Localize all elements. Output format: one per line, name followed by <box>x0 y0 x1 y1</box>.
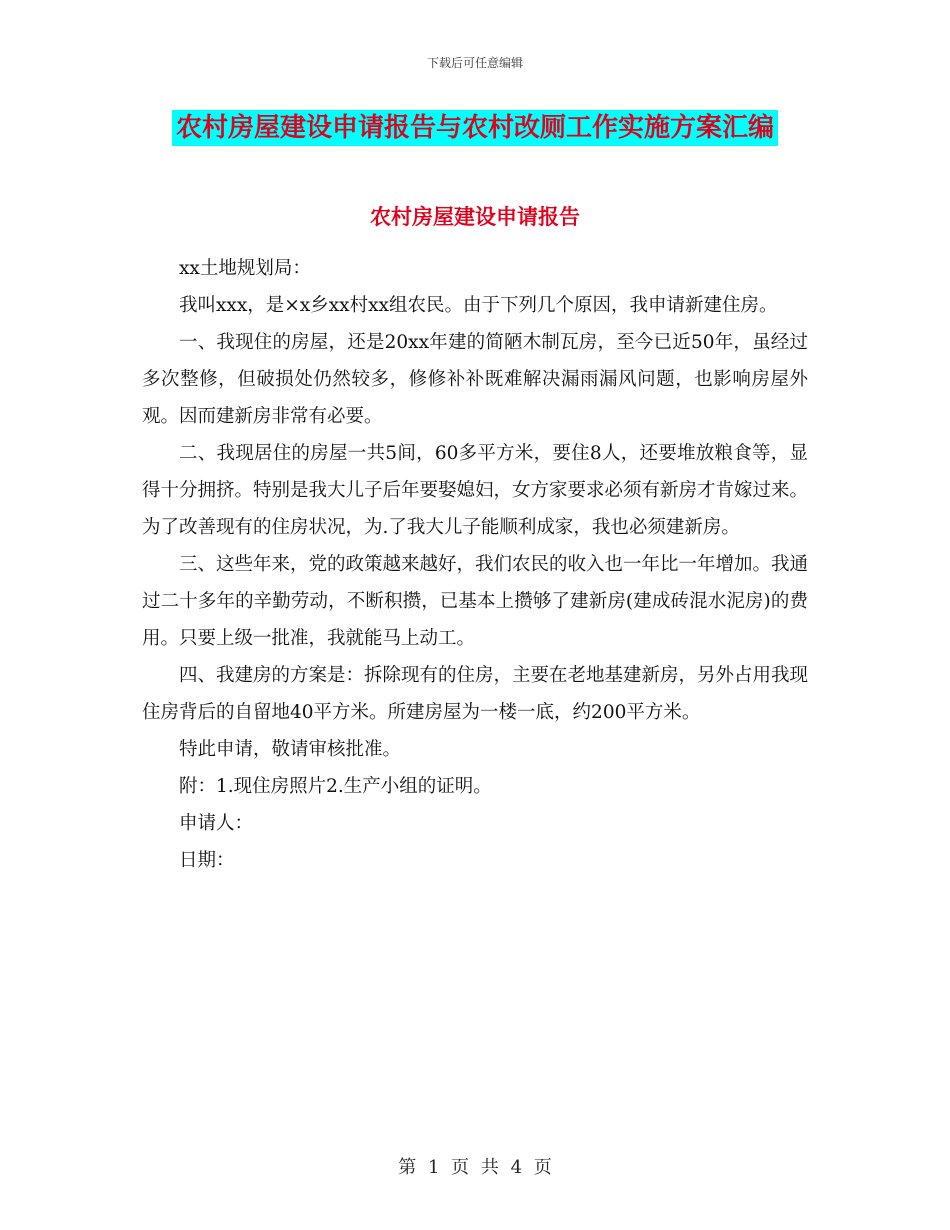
header-note: 下载后可任意编辑 <box>426 56 523 70</box>
request-closing: 特此申请，敬请审核批准。 <box>179 739 402 760</box>
applicant-line: 申请人： <box>179 813 254 834</box>
date-line: 日期： <box>179 850 235 871</box>
addressee-line: xx土地规划局： <box>179 258 311 279</box>
reason-paragraph-2: 二、我现居住的房屋一共5间，60多平方米，要住8人，还要堆放粮食等，显得十分拥挤。特别是我大儿子后年要娶媳妇，女方家要求必须有新房才肯嫁过来。为了改善现有的住房状况，为.了我大儿子能顺利成家，我也必须建新房。 <box>142 443 809 538</box>
main-title: 农村房屋建设申请报告与农村改厕工作实施方案汇编 <box>172 110 778 146</box>
intro-paragraph: 我叫xxx，是×x乡xx村xx组农民。由于下列几个原因，我申请新建住房。 <box>179 295 778 316</box>
document-body <box>142 250 808 879</box>
section-title: 农村房屋建设申请报告 <box>370 204 580 229</box>
page-footer: 第 1 页 共 4 页 <box>398 1157 552 1178</box>
reason-paragraph-3: 三、这些年来，党的政策越来越好，我们农民的收入也一年比一年增加。我通过二十多年的辛勤劳动，不断积攒，已基本上攒够了建新房(建成砖混水泥房)的费用。只要上级一批准，我就能马上动工。 <box>142 554 809 649</box>
reason-paragraph-1: 一、我现住的房屋，还是20xx年建的简陋木制瓦房，至今已近50年，虽经过多次整修，但破损处仍然较多，修修补补既难解决漏雨漏风问题，也影响房屋外观。因而建新房非常有必要。 <box>142 332 808 427</box>
attachments-line: 附：1.现住房照片2.生产小组的证明。 <box>179 776 492 797</box>
main-title-container <box>0 110 950 146</box>
plan-paragraph: 四、我建房的方案是：拆除现有的住房，主要在老地基建新房，另外占用我现住房背后的自留地40平方米。所建房屋为一楼一底，约200平方米。 <box>142 665 809 723</box>
